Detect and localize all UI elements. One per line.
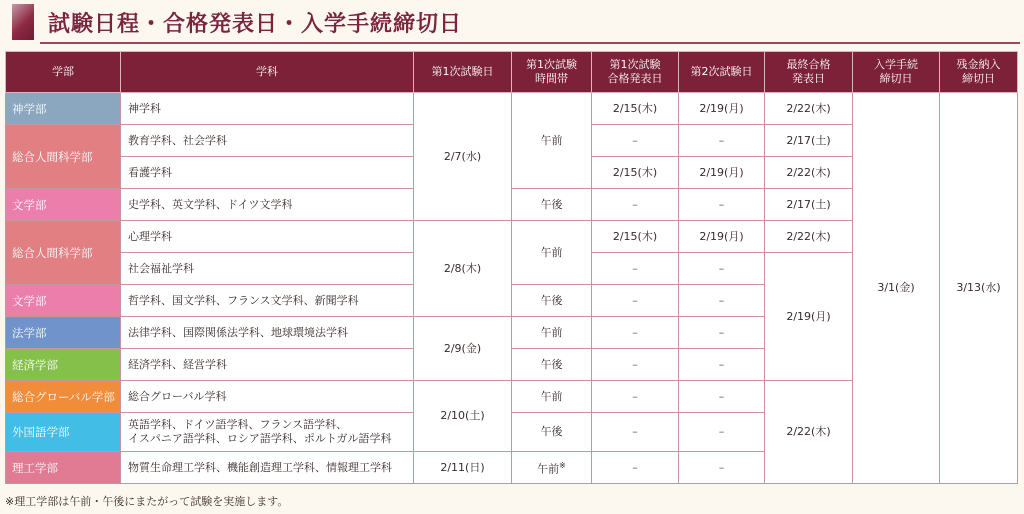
subject-cell (121, 413, 414, 452)
header-dept: 学部 (6, 52, 121, 93)
exam1-time-cell: 午前 (512, 221, 592, 285)
exam1-time-cell: 午前 (512, 93, 592, 189)
dept-humanities: 総合人間科学部 (6, 221, 121, 285)
exam1-pass-cell: – (592, 381, 679, 413)
table-header-row (6, 52, 1018, 93)
exam2-date-cell: – (679, 413, 765, 452)
header-balance-line2: 締切日 (962, 72, 995, 85)
subject-cell: 総合グローバル学科 (121, 381, 414, 413)
header-final-pass (765, 52, 853, 93)
exam1-time-cell: 午後 (512, 189, 592, 221)
dept-letters: 文学部 (6, 285, 121, 317)
exam2-date-cell: – (679, 125, 765, 157)
table-row (6, 93, 1018, 125)
header-exam1-date: 第1次試験日 (414, 52, 512, 93)
header-exam2-date: 第2次試験日 (679, 52, 765, 93)
subject-cell: 神学科 (121, 93, 414, 125)
dept-letters: 文学部 (6, 189, 121, 221)
title-accent-icon (12, 4, 34, 40)
exam1-date-cell: 2/9(金) (414, 317, 512, 381)
exam1-time-cell: 午前 (512, 381, 592, 413)
dept-economics: 経済学部 (6, 349, 121, 381)
exam1-time-cell: 午後 (512, 349, 592, 381)
subject-cell: 哲学科、国文学科、フランス文学科、新聞学科 (121, 285, 414, 317)
header-exam1-pass-line1: 第1次試験 (609, 58, 661, 71)
exam2-date-cell: – (679, 285, 765, 317)
subject-cell: 社会福祉学科 (121, 253, 414, 285)
final-pass-cell: 2/22(木) (765, 157, 853, 189)
header-exam1-pass (592, 52, 679, 93)
schedule-table (5, 51, 1018, 484)
final-pass-cell: 2/19(月) (765, 253, 853, 381)
exam2-date-cell: – (679, 381, 765, 413)
dept-science: 理工学部 (6, 452, 121, 484)
exam1-time-cell (512, 452, 592, 484)
enroll-deadline-cell: 3/1(金) (853, 93, 940, 484)
exam2-date-cell: 2/19(月) (679, 93, 765, 125)
exam1-time-cell: 午前 (512, 317, 592, 349)
header-balance-line1: 残金納入 (956, 58, 1001, 71)
exam1-time-cell: 午後 (512, 285, 592, 317)
dept-humanities: 総合人間科学部 (6, 125, 121, 189)
header-exam1-time-line1: 第1次試験 (526, 58, 577, 71)
final-pass-cell: 2/22(木) (765, 381, 853, 484)
exam2-date-cell: – (679, 317, 765, 349)
final-pass-cell: 2/17(土) (765, 189, 853, 221)
balance-deadline-cell: 3/13(水) (940, 93, 1018, 484)
exam2-date-cell: 2/19(月) (679, 221, 765, 253)
subject-line2: イスパニア語学科、ロシア語学科、ポルトガル語学科 (128, 432, 392, 445)
exam1-pass-cell: – (592, 189, 679, 221)
header-balance-deadline (940, 52, 1018, 93)
subject-cell: 法律学科、国際関係法学科、地球環境法学科 (121, 317, 414, 349)
title-bar (0, 0, 1024, 46)
exam2-date-cell: 2/19(月) (679, 157, 765, 189)
dept-global-studies: 総合グローバル学部 (6, 381, 121, 413)
title-divider (40, 42, 1020, 44)
header-exam1-time (512, 52, 592, 93)
footnote-mark: ※ (559, 460, 566, 470)
header-subject: 学科 (121, 52, 414, 93)
subject-cell: 看護学科 (121, 157, 414, 189)
page-title: 試験日程・合格発表日・入学手続締切日 (48, 12, 463, 37)
header-enroll-deadline (853, 52, 940, 93)
exam1-date-cell: 2/10(土) (414, 381, 512, 452)
exam1-date-cell: 2/11(日) (414, 452, 512, 484)
subject-line1: 英語学科、ドイツ語学科、フランス語学科、 (128, 418, 348, 431)
dept-theology: 神学部 (6, 93, 121, 125)
exam2-date-cell: – (679, 349, 765, 381)
subject-cell: 心理学科 (121, 221, 414, 253)
header-enroll-line1: 入学手続 (874, 58, 918, 71)
final-pass-cell: 2/17(土) (765, 125, 853, 157)
exam1-pass-cell: – (592, 349, 679, 381)
header-enroll-line2: 締切日 (879, 72, 913, 85)
header-final-pass-line1: 最終合格 (786, 58, 831, 71)
exam1-pass-cell: – (592, 125, 679, 157)
exam1-pass-cell: – (592, 452, 679, 484)
exam1-date-cell: 2/7(水) (414, 93, 512, 221)
time-label: 午前 (537, 462, 560, 476)
exam1-pass-cell: – (592, 253, 679, 285)
subject-cell: 史学科、英文学科、ドイツ文学科 (121, 189, 414, 221)
exam1-pass-cell: – (592, 285, 679, 317)
exam1-time-cell: 午後 (512, 413, 592, 452)
header-exam1-pass-line2: 合格発表日 (607, 72, 663, 85)
exam1-date-cell: 2/8(木) (414, 221, 512, 317)
subject-cell: 教育学科、社会学科 (121, 125, 414, 157)
footnote: ※理工学部は午前・午後にまたがって試験を実施します。 (5, 495, 289, 508)
exam1-pass-cell: 2/15(木) (592, 221, 679, 253)
dept-law: 法学部 (6, 317, 121, 349)
exam1-pass-cell: 2/15(木) (592, 157, 679, 189)
exam1-pass-cell: – (592, 317, 679, 349)
exam1-pass-cell: – (592, 413, 679, 452)
exam2-date-cell: – (679, 253, 765, 285)
subject-cell: 経済学科、経営学科 (121, 349, 414, 381)
subject-cell: 物質生命理工学科、機能創造理工学科、情報理工学科 (121, 452, 414, 484)
final-pass-cell: 2/22(木) (765, 221, 853, 253)
header-exam1-time-line2: 時間帯 (535, 72, 568, 85)
final-pass-cell: 2/22(木) (765, 93, 853, 125)
exam1-pass-cell: 2/15(木) (592, 93, 679, 125)
header-final-pass-line2: 発表日 (792, 72, 825, 85)
exam2-date-cell: – (679, 452, 765, 484)
dept-foreign-studies: 外国語学部 (6, 413, 121, 452)
exam2-date-cell: – (679, 189, 765, 221)
